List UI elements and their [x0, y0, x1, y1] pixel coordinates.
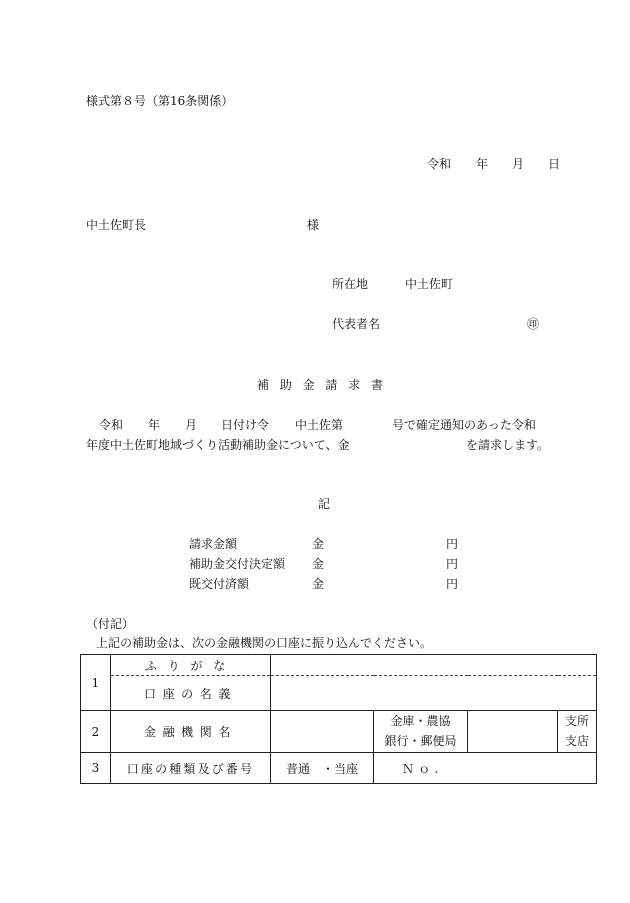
- amount-label: 請求金額: [189, 537, 238, 551]
- bank-types-line1: 金庫・農協: [390, 713, 451, 728]
- bank-type-options: [374, 711, 468, 753]
- body-line2: 年度中土佐町地域づくり活動補助金について、金: [86, 438, 350, 452]
- branch-line1: 支所: [564, 713, 589, 728]
- date-month: 月: [512, 157, 525, 171]
- row-number: 1: [81, 655, 111, 711]
- body-year: 年: [148, 418, 161, 432]
- bank-account-table: [80, 654, 597, 784]
- branch-line2: 支店: [564, 733, 589, 748]
- amount-label: 既交付済額: [189, 577, 250, 591]
- body-town: 中土佐第: [295, 418, 344, 432]
- amount-kin: 金: [312, 557, 325, 571]
- note-text: 上記の補助金は、次の金融機関の口座に振り込んでください。: [96, 636, 433, 650]
- body-notice: 号で確定通知のあった令和: [392, 418, 536, 432]
- date-era: 令和: [427, 157, 452, 171]
- note-heading: （付記）: [86, 617, 135, 631]
- form-number-label: 様式第８号（第16条関係）: [86, 94, 234, 108]
- account-number-field[interactable]: Ｎｏ.: [374, 753, 597, 784]
- bank-name-label: 金融機関名: [111, 711, 271, 753]
- seal-mark: ㊞: [527, 317, 540, 331]
- amount-kin: 金: [312, 577, 325, 591]
- body-month: 月: [185, 418, 198, 432]
- body-dated: 日付け令: [221, 418, 270, 432]
- row-number: 3: [81, 753, 111, 784]
- amount-kin: 金: [312, 537, 325, 551]
- amount-yen: 円: [446, 557, 459, 571]
- addressee-honorific: 様: [307, 218, 320, 232]
- bank-name-field[interactable]: [271, 711, 374, 753]
- branch-name-field[interactable]: [468, 711, 558, 753]
- address-label: 所在地: [332, 277, 369, 291]
- account-kind-options: 普通 ・当座: [271, 753, 374, 784]
- amount-yen: 円: [446, 577, 459, 591]
- amount-yen: 円: [446, 537, 459, 551]
- bank-types-line2: 銀行・郵便局: [384, 733, 457, 748]
- furigana-field[interactable]: [271, 655, 597, 676]
- furigana-label: ふりがな: [111, 655, 271, 676]
- date-year: 年: [476, 157, 489, 171]
- address-value: 中土佐町: [405, 277, 454, 291]
- amount-label: 補助金交付決定額: [189, 557, 286, 571]
- body-request: を請求します。: [466, 438, 550, 452]
- row-number: 2: [81, 711, 111, 753]
- document-title: 補助金請求書: [257, 378, 394, 392]
- branch-type-options: [558, 711, 597, 753]
- addressee-name: 中土佐町長: [86, 218, 147, 232]
- account-holder-label: 口座の名義: [111, 676, 271, 711]
- date-day: 日: [548, 157, 561, 171]
- ki-heading: 記: [318, 497, 331, 511]
- account-type-number-label: 口座の種類及び番号: [111, 753, 271, 784]
- account-holder-field[interactable]: [271, 676, 597, 711]
- representative-label: 代表者名: [332, 317, 381, 331]
- body-era: 令和: [99, 418, 124, 432]
